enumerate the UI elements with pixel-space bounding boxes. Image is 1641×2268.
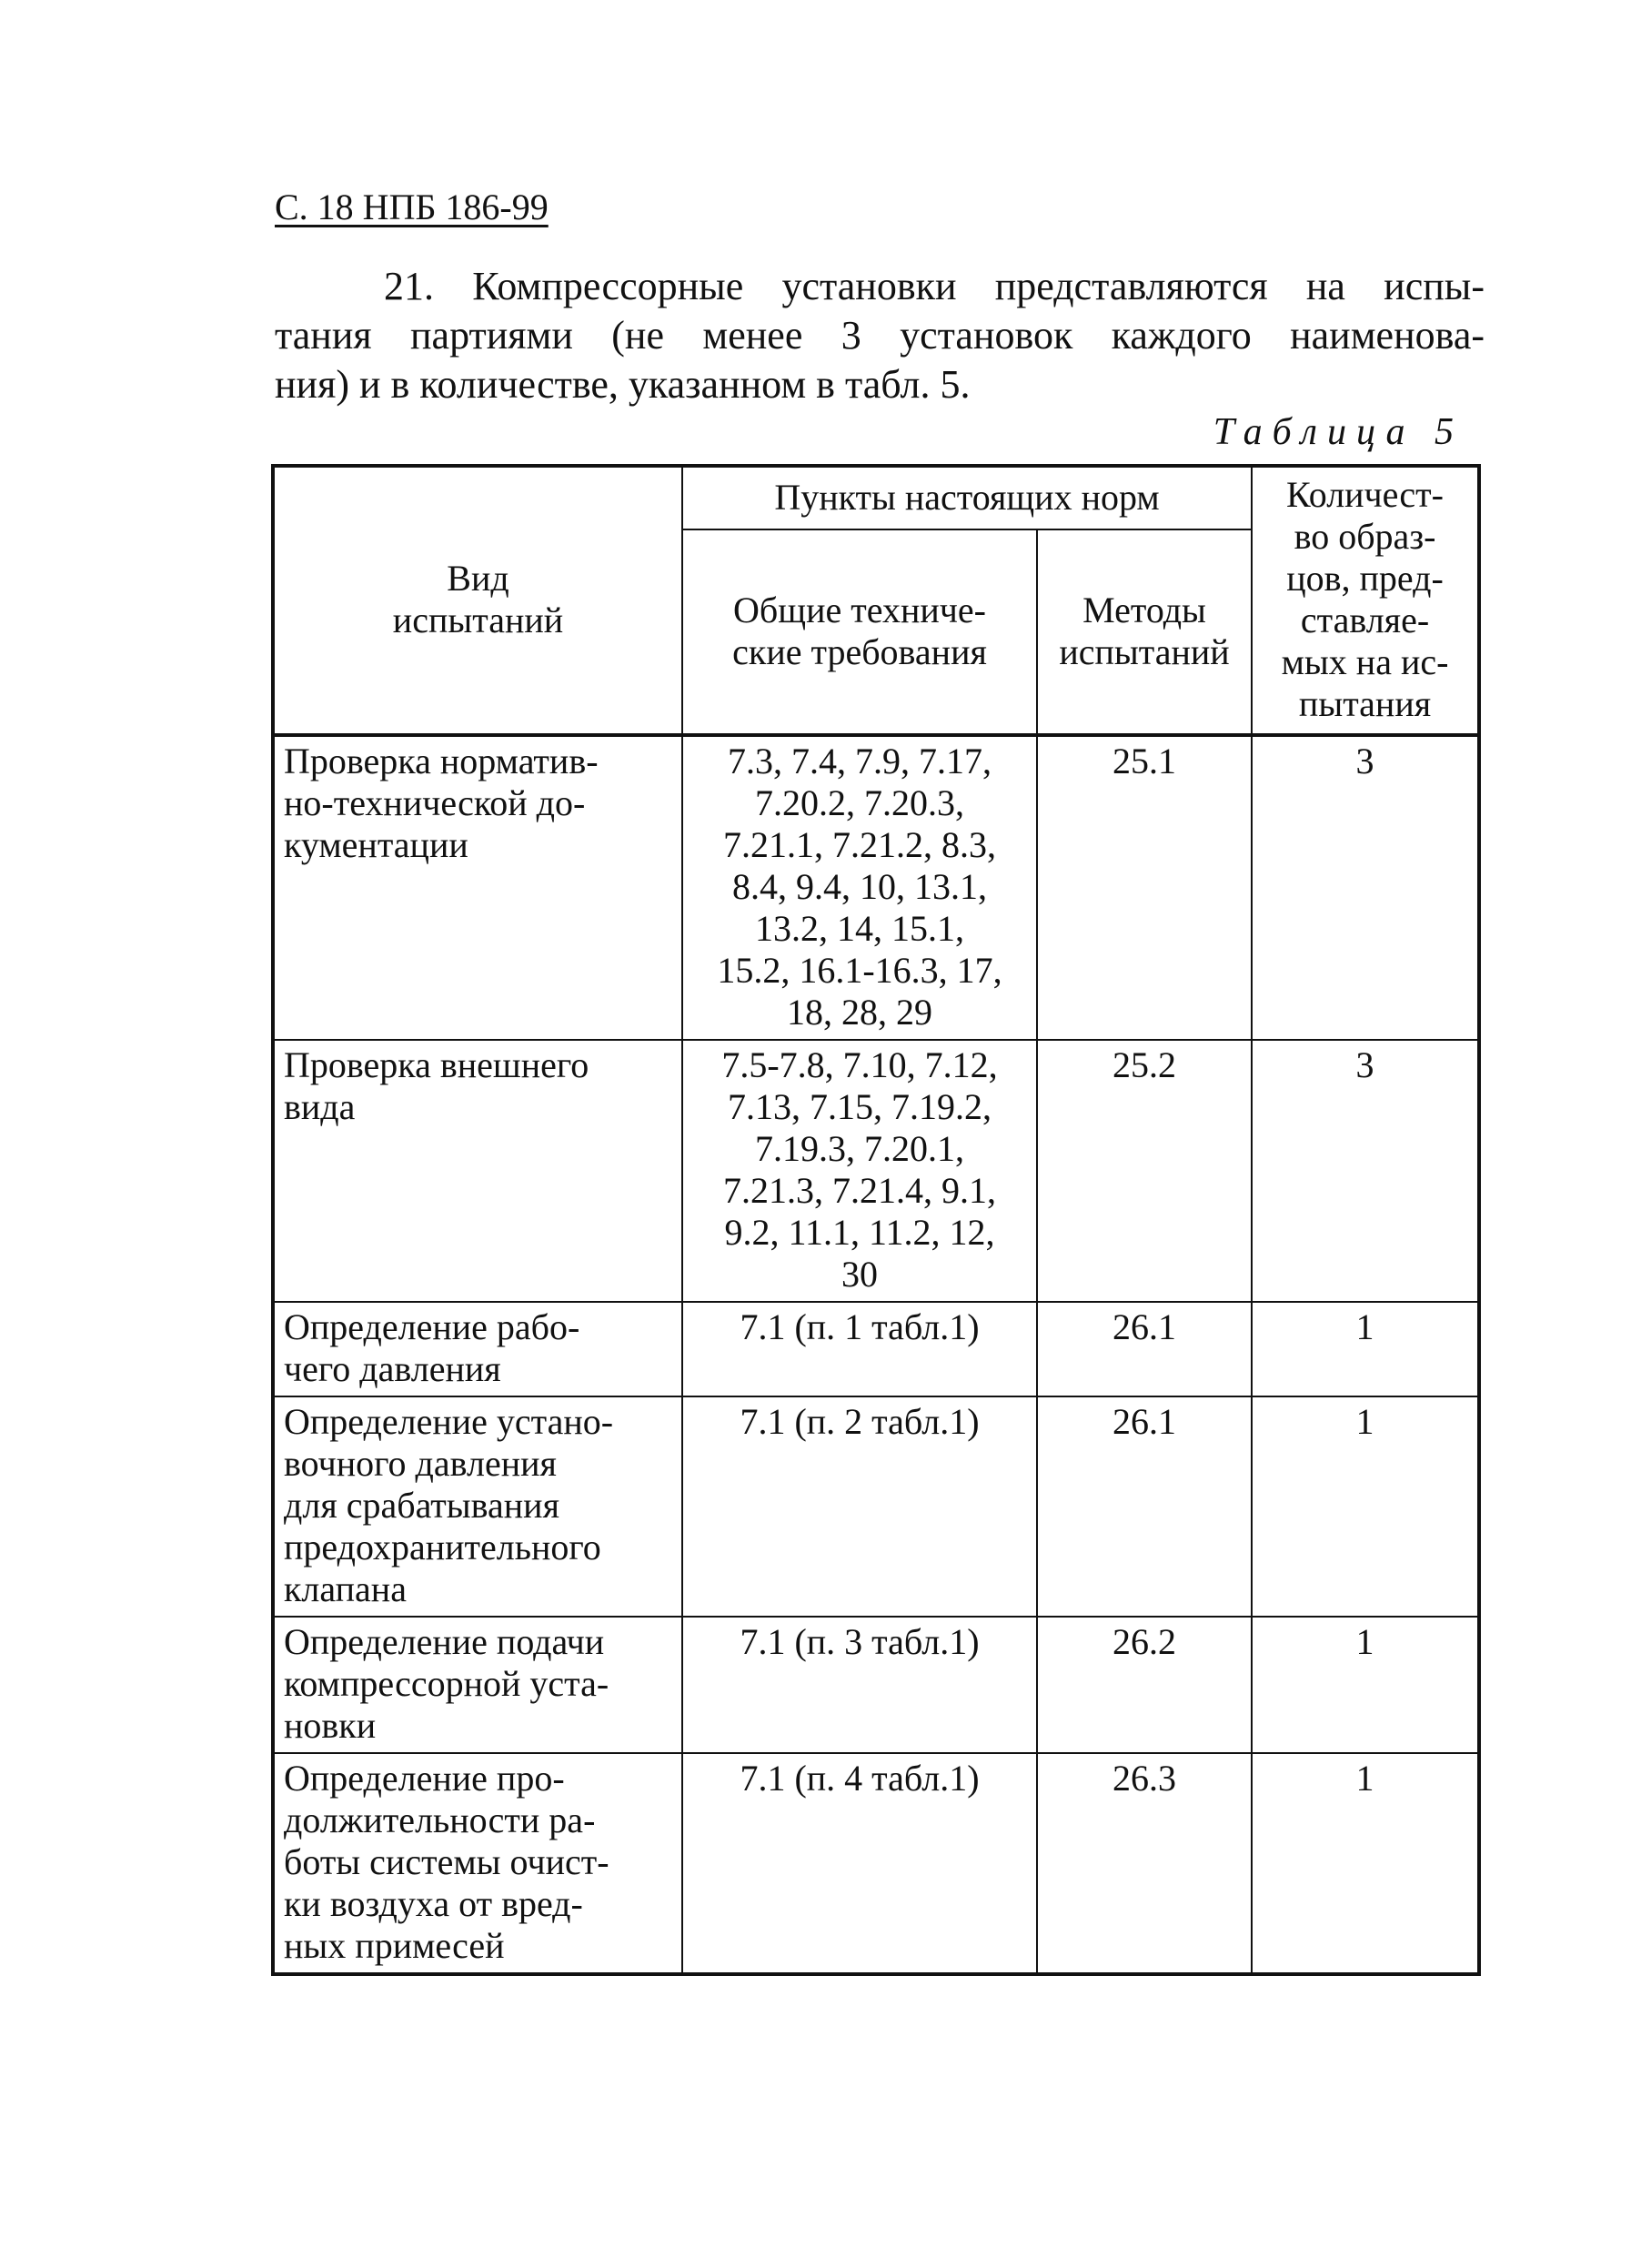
header-test-methods-line: испытаний [1059,630,1230,672]
cell-line: компрессорной уста- [284,1663,609,1704]
header-general-requirements-line: Общие техниче- [733,589,986,630]
cell-line: 7.1 (п. 1 табл.1) [740,1306,980,1347]
cell-test-methods: 25.2 [1037,1040,1252,1302]
cell-line: 7.5-7.8, 7.10, 7.12, [721,1044,998,1085]
cell-test-type [273,1302,682,1396]
cell-line: 7.20.2, 7.20.3, [755,782,964,823]
cell-line: чего давления [284,1348,501,1389]
paragraph-line: 21. Компрессорные установки представляются на испы- [384,264,1485,308]
table-row [273,1302,1479,1396]
cell-general-requirements [682,1302,1037,1396]
table-row [273,1753,1479,1974]
cell-sample-count: 1 [1252,1396,1479,1617]
cell-line: вочного давления [284,1443,557,1484]
cell-sample-count: 1 [1252,1753,1479,1974]
cell-line: 15.2, 16.1-16.3, 17, [717,950,1002,991]
header-norm-clauses: Пункты настоящих норм [682,466,1252,529]
cell-test-methods: 25.1 [1037,735,1252,1040]
cell-line: 7.1 (п. 3 табл.1) [740,1621,980,1662]
cell-test-methods: 26.1 [1037,1396,1252,1617]
cell-line: ных примесей [284,1925,505,1966]
header-general-requirements-line: ские требования [732,630,987,672]
cell-test-type [273,1040,682,1302]
cell-test-type [273,1396,682,1617]
cell-line: 7.13, 7.15, 7.19.2, [728,1086,992,1127]
cell-sample-count: 3 [1252,1040,1479,1302]
header-test-methods-line: Методы [1082,589,1206,630]
cell-test-type [273,735,682,1040]
cell-line: кументации [284,824,468,865]
cell-line: Определение подачи [284,1621,605,1662]
paragraph-21 [275,262,1485,409]
cell-line: но-технической до- [284,782,586,823]
cell-line: вида [284,1086,356,1127]
cell-line: Определение рабо- [284,1306,580,1347]
table-row [273,1617,1479,1753]
table-row [273,1040,1479,1302]
cell-line: боты системы очист- [284,1841,609,1882]
table-title: Таблица 5 [1213,411,1464,453]
cell-line: 7.1 (п. 2 табл.1) [740,1401,980,1442]
cell-test-methods: 26.1 [1037,1302,1252,1396]
cell-line: ки воздуха от вред- [284,1883,583,1924]
cell-general-requirements [682,1617,1037,1753]
cell-line: Проверка внешнего [284,1044,589,1085]
cell-line: Определение про- [284,1758,565,1799]
cell-line: 7.21.1, 7.21.2, 8.3, [723,824,996,865]
cell-general-requirements [682,735,1037,1040]
table-row [273,735,1479,1040]
tests-table [271,464,1481,1976]
cell-line: должительности ра- [284,1799,596,1840]
header-test-methods [1037,529,1252,735]
paragraph-line: тания партиями (не менее 3 установок каждого наименова- [275,313,1485,358]
cell-test-methods: 26.3 [1037,1753,1252,1974]
cell-line: 7.19.3, 7.20.1, [755,1128,964,1169]
cell-general-requirements [682,1396,1037,1617]
cell-line: Определение устано- [284,1401,614,1442]
cell-test-type [273,1617,682,1753]
cell-line: 8.4, 9.4, 10, 13.1, [732,866,987,907]
header-test-type-line: испытаний [392,600,564,640]
cell-line: 13.2, 14, 15.1, [755,908,964,949]
cell-sample-count: 1 [1252,1617,1479,1753]
cell-line: 18, 28, 29 [787,992,932,1033]
paragraph-line: ния) и в количестве, указанном в табл. 5. [275,362,971,407]
cell-line: 9.2, 11.1, 11.2, 12, [724,1212,995,1253]
header-sample-count-line: ставляе- [1300,600,1430,640]
header-sample-count-line: Количест- [1286,474,1444,515]
header-sample-count-line: цов, пред- [1286,558,1444,599]
page-header: С. 18 НПБ 186-99 [275,186,549,227]
cell-line: предохранительного [284,1527,601,1567]
cell-line: 30 [841,1254,878,1295]
cell-sample-count: 3 [1252,735,1479,1040]
header-sample-count-line: мых на ис- [1281,641,1449,682]
cell-line: новки [284,1705,377,1746]
cell-line: 7.3, 7.4, 7.9, 7.17, [728,741,992,781]
cell-general-requirements [682,1040,1037,1302]
cell-sample-count: 1 [1252,1302,1479,1396]
cell-general-requirements [682,1753,1037,1974]
header-general-requirements [682,529,1037,735]
cell-line: Проверка норматив- [284,741,599,781]
cell-test-methods: 26.2 [1037,1617,1252,1753]
cell-line: клапана [284,1568,407,1609]
cell-line: 7.21.3, 7.21.4, 9.1, [723,1170,996,1211]
header-test-type-line: Вид [447,558,509,599]
cell-line: 7.1 (п. 4 табл.1) [740,1758,980,1799]
cell-test-type [273,1753,682,1974]
cell-line: для срабатывания [284,1485,559,1526]
table-row [273,1396,1479,1617]
header-test-type [273,466,682,735]
header-sample-count-line: во образ- [1294,516,1436,557]
header-sample-count [1252,466,1479,735]
header-sample-count-line: пытания [1298,683,1432,724]
